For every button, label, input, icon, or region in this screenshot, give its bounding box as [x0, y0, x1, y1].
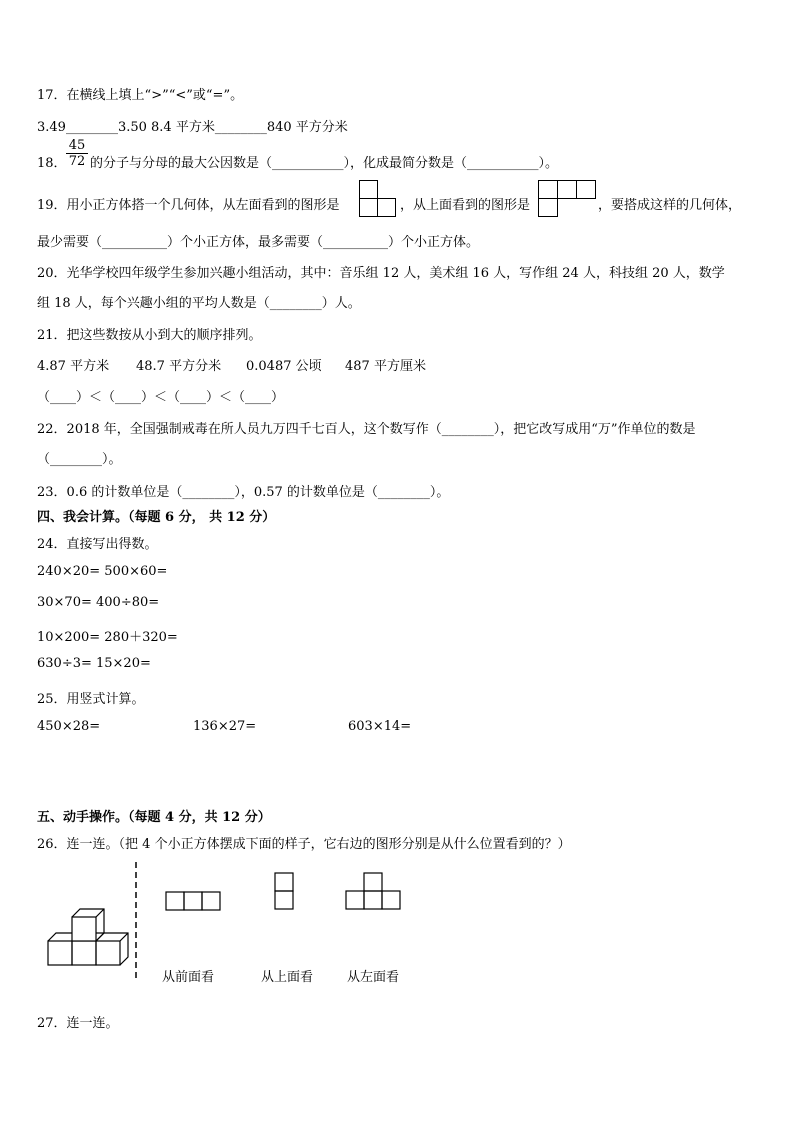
view-figure-2 [274, 872, 296, 912]
dashed-divider [134, 862, 138, 982]
q26-title: 26．连一连。（把 4 个小正方体摆成下面的样子，它右边的图形分别是从什么位置看到的？） [37, 837, 571, 852]
q19-left-view-figure [359, 180, 399, 220]
q18-prefix: 18． [37, 156, 67, 171]
q25-title: 25．用竖式计算。 [37, 692, 145, 707]
q19-prefix: 19．用小正方体搭一个几何体，从左面看到的图形是 [37, 198, 340, 213]
q26-label-top: 从上面看 [261, 970, 314, 985]
q25-item-1: 450×28= [37, 719, 101, 734]
q21-item-2: 48.7 平方分米 [136, 359, 222, 374]
q24-row-2: 30×70= 400÷80= [37, 595, 160, 610]
q18-numerator: 45 [68, 138, 86, 153]
q24-row-4: 630÷3= 15×20= [37, 656, 151, 671]
q26-label-front: 从前面看 [162, 970, 215, 985]
q23-text: 23．0.6 的计数单位是（________），0.57 的计数单位是（________）。 [37, 485, 450, 500]
q18-fraction [66, 138, 88, 169]
q19-line2: 最少需要（__________）个小正方体，最多需要（__________）个小正方体。 [37, 235, 480, 250]
q18-text: 的分子与分母的最大公因数是（___________），化成最简分数是（___________）。 [90, 156, 559, 171]
q21-item-3: 0.0487 公顷 [246, 359, 322, 374]
cube-stack-figure [40, 905, 130, 975]
q19-mid: ，从上面看到的图形是 [400, 198, 531, 213]
q17-compare-row: 3.49________3.50 8.4 平方米________840 平方分米 [37, 120, 348, 135]
q24-title: 24．直接写出得数。 [37, 537, 158, 552]
q21-item-4: 487 平方厘米 [345, 359, 426, 374]
q20-line1: 20．光华学校四年级学生参加兴趣小组活动，其中：音乐组 12 人，美术组 16 人，写作组 24 人，科技组 20 人，数学 [37, 266, 725, 281]
q19-top-view-figure [538, 180, 598, 220]
q19-suffix: ，要搭成这样的几何体， [598, 198, 742, 213]
q27-title: 27．连一连。 [37, 1016, 119, 1031]
q24-row-1: 240×20= 500×60= [37, 564, 168, 579]
section-5-title: 五、动手操作。（每题 4 分，共 12 分） [37, 810, 271, 825]
q17-title: 17．在横线上填上“>”“<”或“=”。 [37, 88, 244, 103]
q20-line2: 组 18 人，每个兴趣小组的平均人数是（________）人。 [37, 296, 361, 311]
q22-line1: 22．2018 年，全国强制戒毒在所人员九万四千七百人，这个数写作（________），把它改写成用“万”作单位的数是 [37, 422, 696, 437]
section-4-title: 四、我会计算。（每题 6 分， 共 12 分） [37, 510, 276, 525]
q25-item-2: 136×27= [193, 719, 257, 734]
q24-row-3: 10×200= 280＋320= [37, 630, 178, 645]
q21-title: 21．把这些数按从小到大的顺序排列。 [37, 328, 262, 343]
view-figure-3 [345, 872, 405, 912]
q25-item-3: 603×14= [348, 719, 412, 734]
view-figure-1 [165, 891, 225, 913]
q21-item-1: 4.87 平方米 [37, 359, 110, 374]
q22-line2: （________）。 [37, 452, 122, 467]
q21-order-blanks: （____）＜（____）＜（____）＜（____） [37, 390, 285, 405]
q26-label-left: 从左面看 [347, 970, 400, 985]
q18-denominator: 72 [66, 153, 88, 169]
